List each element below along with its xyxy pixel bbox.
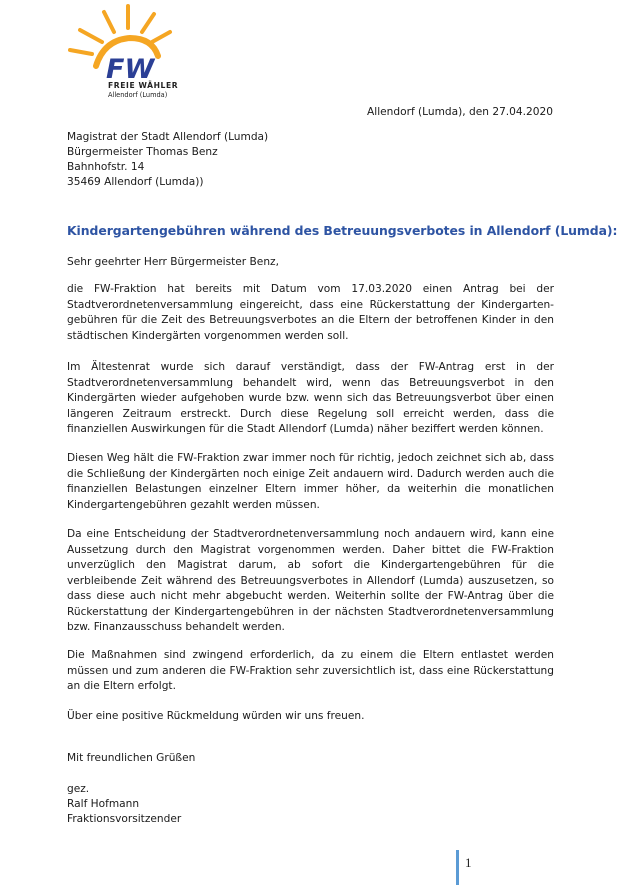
body-paragraph: Im Ältestenrat wurde sich darauf verständigt, dass der FW-Antrag erst in der Stadtverordnetenversammlung behandelt wird, wenn das Betreuungsverbot in den Kindergärten wieder aufgehoben wurde bzw. wenn sich das Betreuungsverbot über einen längeren Zeitraum erstreckt. Durch diese Regelung soll erreicht werden, dass die finanziellen Auswirkungen für die Stadt Allendorf (Lumda) näher beziffert werden können. xyxy=(67,361,554,435)
signature-title: Fraktionsvorsitzender xyxy=(67,813,182,825)
body-paragraph: Die Maßnahmen sind zwingend erforderlich, da zu einem die Eltern entlastet werden müssen und zum anderen die FW-Fraktion sehr zuversichtlich ist, dass eine Rückerstattung an die Eltern erfolgt. xyxy=(67,649,554,692)
recipient-line: Magistrat der Stadt Allendorf (Lumda) xyxy=(67,131,269,143)
logo-line2: Allendorf (Lumda) xyxy=(108,91,168,99)
place-date: Allendorf (Lumda), den 27.04.2020 xyxy=(367,106,553,118)
salutation: Sehr geehrter Herr Bürgermeister Benz, xyxy=(67,256,279,268)
signature-name: Ralf Hofmann xyxy=(67,798,140,810)
recipient-line: 35469 Allendorf (Lumda)) xyxy=(67,176,204,188)
signature-block xyxy=(67,782,181,827)
fw-initials: FW xyxy=(106,54,155,79)
signature-prefix: gez. xyxy=(67,783,90,795)
sun-icon xyxy=(66,4,176,79)
body-paragraph: Über eine positive Rückmeldung würden wir uns freuen. xyxy=(67,710,365,722)
body-paragraph: Diesen Weg hält die FW-Fraktion zwar immer noch für richtig, jedoch zeichnet sich ab, dass die Schließung der Kindergärten noch einige Zeit andauern wird. Dadurch werden auch die finanziellen Belastungen einzelner Eltern immer höher, da weiterhin die monatlichen Kindergartengebühren gezahlt werden müssen. xyxy=(67,452,554,511)
fw-logo xyxy=(66,4,179,104)
recipient-line: Bahnhofstr. 14 xyxy=(67,161,145,173)
page-number-footer xyxy=(456,850,472,885)
logo-line1: FREIE WÄHLER xyxy=(108,81,179,90)
recipient-address xyxy=(67,130,268,190)
closing: Mit freundlichen Grüßen xyxy=(67,752,196,764)
recipient-line: Bürgermeister Thomas Benz xyxy=(67,146,218,158)
page-number: 1 xyxy=(465,855,472,870)
subject-heading: Kindergartengebühren während des Betreuungsverbotes in Allendorf (Lumda): xyxy=(67,223,618,238)
body-paragraph: die FW-Fraktion hat bereits mit Datum vom 17.03.2020 einen Antrag bei der Stadtverordnetenversammlung eingereicht, dass eine Rückerstattung der Kindergarten-gebühren für die Zeit des Betreuungsverbotes an die Eltern der betroffenen Kinder in den städtischen Kindergärten vorgenommen werden soll. xyxy=(67,283,554,342)
body-paragraph: Da eine Entscheidung der Stadtverordnetenversammlung noch andauern wird, kann eine Aussetzung durch den Magistrat vorgenommen werden. Daher bittet die FW-Fraktion unverzüglich den Magistrat darum, ab sofort die Kindergartengebühren für die verbleibende Zeit während des Betreuungsverbotes in Allendorf (Lumda) auszusetzen, so dass diese auch nicht mehr abgebucht werden. Weiterhin sollte der FW-Antrag über die Rückerstattung der Kindergartengebühren in der nächsten Stadtverordnetenversammlung bzw. Finanzausschuss behandelt werden. xyxy=(67,528,554,633)
